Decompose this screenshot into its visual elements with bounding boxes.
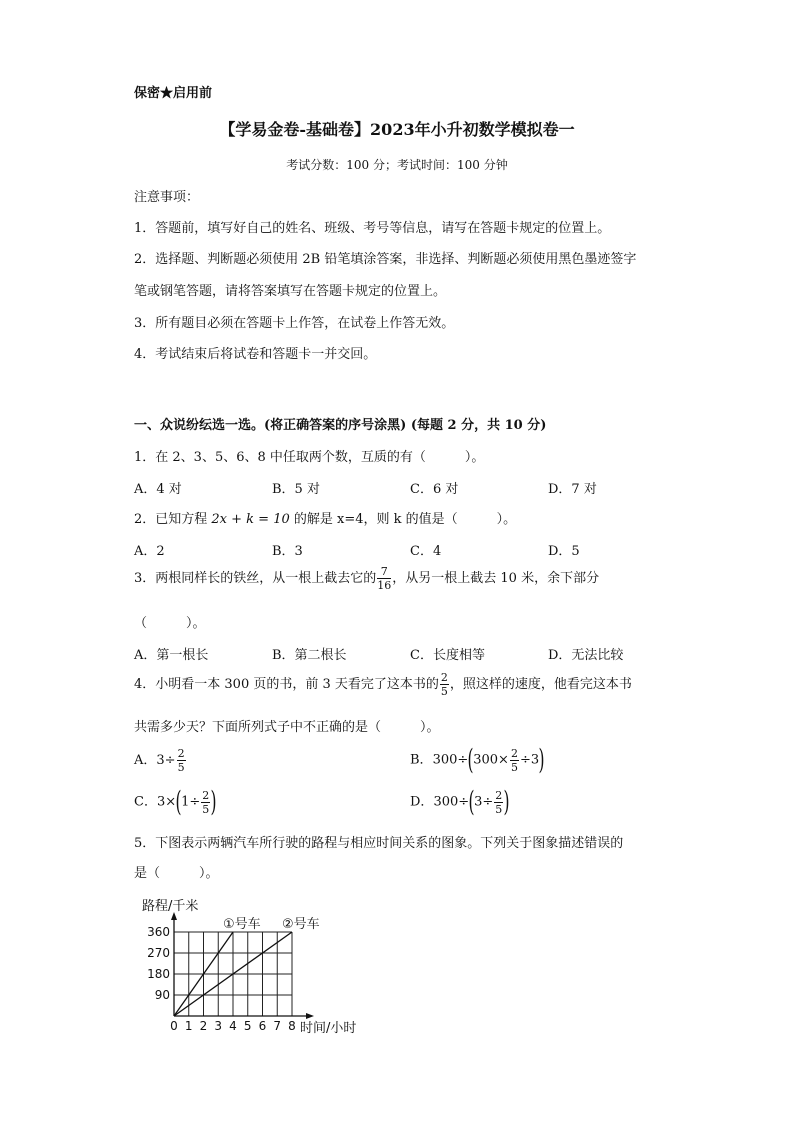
- q2-stem-part-b: 的解是 x=4，则 k 的值是（ ）。: [289, 512, 517, 527]
- q3-option-d[interactable]: D．无法比较: [548, 648, 624, 663]
- q4-option-b[interactable]: [410, 743, 545, 776]
- q3-fraction: [377, 566, 391, 591]
- q4-option-d-fraction: [494, 790, 503, 815]
- question-4-stem-cont: 共需多少天？下面所列式子中不正确的是（ ）。: [134, 720, 440, 735]
- q4-option-b-inner-post: ÷3: [519, 752, 540, 768]
- q3-option-b[interactable]: B．第二根长: [272, 648, 347, 663]
- series-label-1: ①号车: [223, 917, 261, 932]
- q4-option-b-label: B．: [410, 752, 433, 768]
- q4-option-c[interactable]: [134, 785, 217, 818]
- question-5-stem-cont: 是（ ）。: [134, 866, 219, 881]
- open-paren-icon: (: [175, 785, 182, 818]
- q4-option-c-fraction: [201, 790, 210, 815]
- x-tick-label: 0: [170, 1019, 178, 1033]
- note-item-4: 4．考试结束后将试卷和答题卡一并交回。: [134, 347, 377, 362]
- distance-time-chart: [130, 890, 380, 1050]
- x-tick-label: 5: [243, 1019, 252, 1033]
- q4-option-a-den: 5: [177, 761, 185, 774]
- question-2-stem: [134, 508, 516, 527]
- q4-option-c-expr: 3×: [156, 794, 177, 810]
- q1-option-a[interactable]: A．4 对: [134, 482, 182, 497]
- series-label-2: ②号车: [282, 917, 320, 932]
- q1-option-d[interactable]: D．7 对: [548, 482, 597, 497]
- q2-option-a[interactable]: A．2: [134, 544, 165, 559]
- q2-option-d[interactable]: D．5: [548, 544, 580, 559]
- q2-option-b[interactable]: B．3: [272, 544, 303, 559]
- y-tick-label: 270: [147, 946, 170, 960]
- q4-option-c-num: 2: [202, 788, 210, 802]
- q1-option-c[interactable]: C．6 对: [410, 482, 459, 497]
- page-title: 【学易金卷-基础卷】2023年小升初数学模拟卷一: [219, 120, 575, 139]
- q3-fraction-den: 16: [377, 579, 392, 592]
- q4-fraction-num: 2: [440, 671, 448, 684]
- question-3-stem-cont: （ ）。: [134, 616, 206, 631]
- y-axis-label: 路程/千米: [142, 899, 199, 914]
- q4-fraction: [440, 672, 449, 697]
- x-tick-label: 6: [258, 1019, 267, 1033]
- x-tick-label: 4: [229, 1019, 237, 1033]
- x-tick-label: 3: [214, 1019, 223, 1033]
- note-item-1: 1．答题前，填写好自己的姓名、班级、考号等信息，请写在答题卡规定的位置上。: [134, 221, 611, 236]
- q2-option-c[interactable]: C．4: [410, 544, 442, 559]
- question-3-stem: [134, 566, 599, 591]
- section-heading: 一、众说纷纭选一选。(将正确答案的序号涂黑) (每题 2 分，共 10 分): [134, 418, 547, 433]
- q4-stem-part-b: ，照这样的速度，他看完这本书: [449, 677, 632, 692]
- q3-option-a[interactable]: A．第一根长: [134, 648, 209, 663]
- y-tick-label: 360: [147, 925, 170, 939]
- x-axis-arrow-icon: [306, 1013, 314, 1019]
- question-4-stem: [134, 672, 632, 697]
- q4-option-d-expr: 300÷: [433, 794, 470, 810]
- q4-option-d[interactable]: [410, 785, 510, 818]
- note-item-2-cont: 笔或钢笔答题，请将答案填写在答题卡规定的位置上。: [134, 284, 447, 299]
- exam-info: 考试分数：100 分；考试时间：100 分钟: [286, 158, 508, 172]
- q4-option-c-label: C．: [134, 794, 157, 810]
- question-1-stem: 1．在 2、3、5、6、8 中任取两个数，互质的有（ ）。: [134, 450, 485, 465]
- q4-option-a-num: 2: [177, 747, 185, 760]
- note-item-2: 2．选择题、判断题必须使用 2B 铅笔填涂答案，非选择、判断题必须使用黑色墨迹签字: [134, 252, 637, 267]
- q4-stem-part-a: 4．小明看一本 300 页的书，前 3 天看完了这本书的: [134, 677, 439, 692]
- q2-equation: 2x + k = 10: [211, 512, 290, 527]
- x-tick-label: 1: [184, 1019, 193, 1033]
- q4-option-d-label: D．: [410, 794, 434, 810]
- close-paren-icon: ): [503, 785, 510, 818]
- close-paren-icon: ): [538, 743, 545, 776]
- q4-fraction-den: 5: [440, 685, 448, 698]
- q4-option-b-den: 5: [510, 760, 518, 774]
- note-item-3: 3．所有题目必须在答题卡上作答，在试卷上作答无效。: [134, 316, 455, 331]
- secret-label: 保密★启用前: [134, 86, 213, 101]
- q3-option-c[interactable]: C．长度相等: [410, 648, 485, 663]
- question-5-stem: 5．下图表示两辆汽车所行驶的路程与相应时间关系的图象。下列关于图象描述错误的: [134, 836, 624, 851]
- q4-option-c-den: 5: [202, 802, 210, 816]
- open-paren-icon: (: [468, 785, 475, 818]
- q4-option-b-expr: 300÷: [432, 752, 469, 768]
- q3-stem-part-a: 3．两根同样长的铁丝，从一根上截去它的: [134, 571, 377, 586]
- q4-option-d-den: 5: [495, 802, 503, 816]
- x-tick-label: 7: [273, 1019, 282, 1033]
- x-tick-label: 8: [288, 1019, 296, 1033]
- notes-heading: 注意事项：: [134, 190, 200, 205]
- q3-fraction-num: 7: [377, 566, 391, 579]
- q1-option-b[interactable]: B．5 对: [272, 482, 320, 497]
- q4-option-b-num: 2: [510, 746, 518, 760]
- q4-option-b-inner-pre: 300×: [473, 752, 509, 768]
- q4-option-a[interactable]: [134, 748, 187, 773]
- q4-option-a-expr: 3÷: [156, 753, 176, 768]
- open-paren-icon: (: [467, 743, 474, 776]
- q2-stem-part-a: 2．已知方程: [134, 512, 212, 527]
- q4-option-a-label: A．: [134, 753, 157, 768]
- q4-option-d-num: 2: [495, 788, 503, 802]
- x-axis-label: 时间/小时: [300, 1021, 357, 1036]
- q4-option-a-fraction: [177, 748, 186, 773]
- q4-option-d-inner-pre: 3÷: [474, 794, 494, 810]
- close-paren-icon: ): [210, 785, 217, 818]
- q4-option-c-inner-pre: 1÷: [181, 794, 201, 810]
- y-tick-label: 90: [154, 988, 170, 1002]
- y-tick-label: 180: [147, 967, 170, 981]
- x-tick-label: 2: [199, 1019, 208, 1033]
- q3-stem-part-b: ，从另一根上截去 10 米，余下部分: [392, 571, 600, 586]
- q4-option-b-fraction: [510, 748, 519, 773]
